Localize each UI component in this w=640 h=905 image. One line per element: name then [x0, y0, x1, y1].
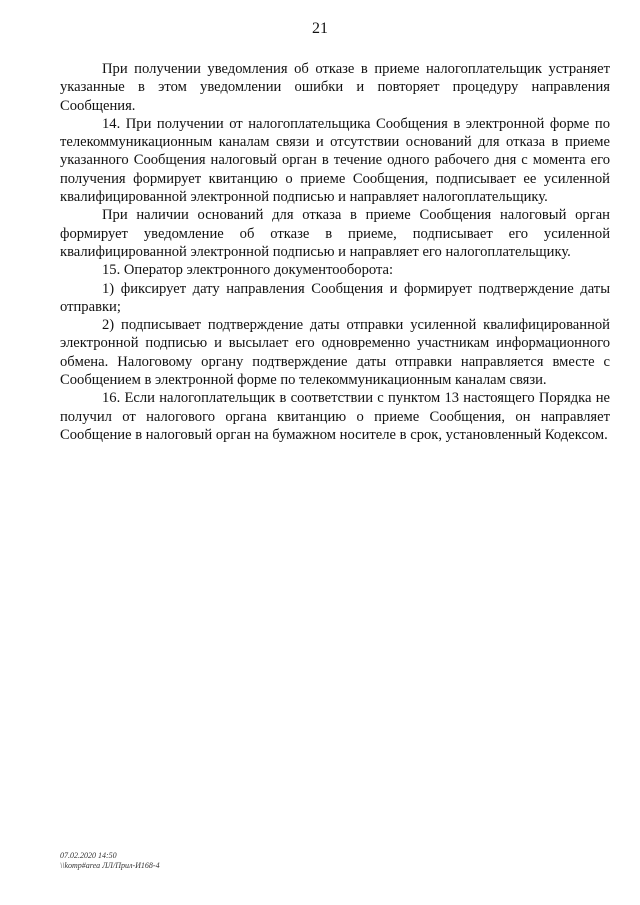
paragraph-notice-refusal: При получении уведомления об отказе в приеме налогоплательщик устраняет указанные в этом уведомлении ошибки и повторяет процедуру направления Сообщения. [60, 61, 610, 114]
footer-file-reference: \\komp#area ЛЛ/Прил-И168-4 [60, 861, 160, 870]
footer-timestamp: 07.02.2020 14:50 [60, 851, 117, 860]
paragraph-refusal-grounds: При наличии оснований для отказа в приеме Сообщения налоговый орган формирует уведомление об отказе в приеме, подписывает его усиленной квалифицированной электронной подписью и направляет его налогоплательщику. [60, 207, 610, 260]
paragraph-item-16: 16. Если налогоплательщик в соответствии с пунктом 13 настоящего Порядка не получил от налогового органа квитанцию о приеме Сообщения, он направляет Сообщение в налоговый орган на бумажном носителе в срок, установленный Кодексом. [60, 390, 610, 443]
paragraph-item-15-2: 2) подписывает подтверждение даты отправки усиленной квалифицированной электронной подписью и высылает его одновременно участникам информационного обмена. Налоговому органу подтверждение даты отправки направляется вместе с Сообщением в электронной форме по телекоммуникационным каналам связи. [60, 317, 610, 389]
paragraph-item-15-1: 1) фиксирует дату направления Сообщения и формирует подтверждение даты отправки; [60, 280, 610, 315]
page-number: 21 [312, 20, 328, 37]
footer-stamp [60, 851, 160, 871]
paragraph-item-14: 14. При получении от налогоплательщика Сообщения в электронной форме по телекоммуникационным каналам связи и отсутствии оснований для отказа в приеме указанного Сообщения налоговый орган в течение одного рабочего дня с момента его получения формирует квитанцию о приеме Сообщения, подписывает ее усиленной квалифицированной электронной подписью и направляет налогоплательщику. [60, 115, 610, 206]
document-body [60, 60, 610, 444]
paragraph-item-15: 15. Оператор электронного документооборота: [102, 262, 394, 279]
